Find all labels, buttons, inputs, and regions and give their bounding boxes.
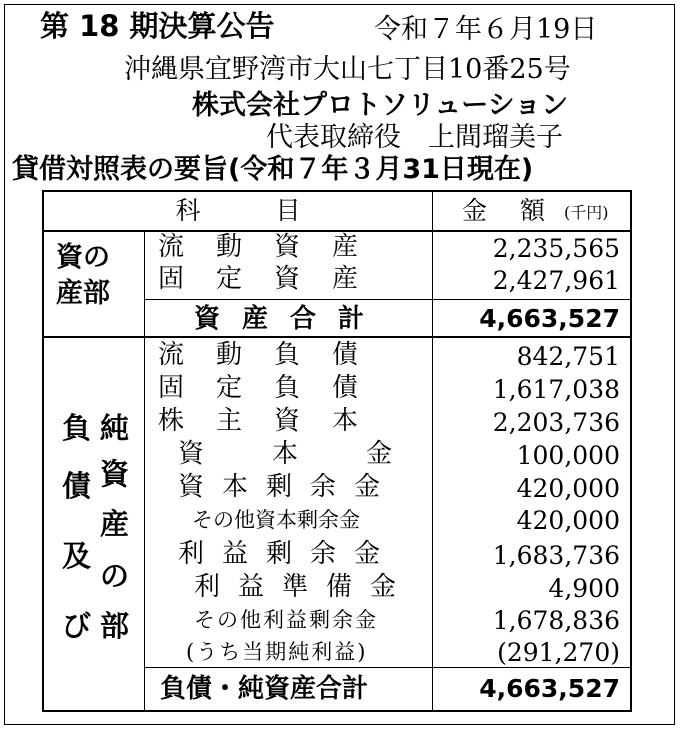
assets-total-label: 資産合計 [194, 304, 387, 334]
company-name: 株式会社プロトソリューション [192, 90, 569, 121]
equity-value-capital-surplus: 420,000 [516, 474, 620, 503]
asset-label-fixed: 固定資産 [158, 264, 391, 294]
liab-side-left-1: 負 [62, 411, 92, 445]
notice-date: 令和７年６月19日 [374, 14, 598, 45]
equity-label-net-income: (うち当期純利益) [186, 640, 368, 664]
equity-value-net-income: (291,270) [497, 638, 620, 667]
asset-value-current: 2,235,565 [492, 234, 620, 263]
liab-side-left-3: 及 [62, 539, 92, 573]
company-address: 沖縄県宜野湾市大山七丁目10番25号 [124, 54, 571, 85]
liab-side-right-1: 純 [100, 411, 130, 445]
liab-equity-total-label: 負債・純資産合計 [160, 674, 369, 704]
assets-total-rule [144, 299, 630, 300]
assets-label-line1: 資の [56, 242, 110, 273]
liab-side-right-2: 資 [100, 457, 130, 491]
liab-side-left-2: 債 [62, 469, 92, 503]
liab-total-rule [144, 667, 630, 668]
equity-value-shareholders: 2,203,736 [492, 408, 620, 437]
equity-value-other-capital-surplus: 420,000 [516, 506, 620, 535]
asset-row-label [158, 232, 391, 262]
equity-label-other-capital-surplus: その他資本剰余金 [192, 508, 360, 532]
col-header-item: 科 目 [175, 196, 301, 225]
notice-title: 第 18 期決算公告 [40, 9, 275, 43]
liab-side-right-3: 産 [100, 507, 130, 541]
liab-label-current: 流動負債 [158, 340, 391, 370]
equity-label-retained-earnings: 利益剰余金 [178, 539, 399, 569]
equity-label-shareholders: 株主資本 [158, 406, 391, 436]
col-header-amount: 金 額 [462, 196, 550, 225]
liab-equity-total-value: 4,663,527 [479, 674, 620, 703]
equity-label-legal-reserve: 利益準備金 [194, 572, 415, 602]
equity-value-legal-reserve: 4,900 [548, 574, 620, 603]
asset-label-current: 流動資産 [158, 232, 391, 262]
liab-value-current: 842,751 [516, 342, 620, 371]
liab-side-left-4: び [62, 609, 92, 643]
assets-label-line2: 産部 [56, 278, 110, 309]
liab-side-right-5: 部 [100, 609, 130, 643]
assets-total-value: 4,663,527 [479, 304, 620, 333]
liab-side-right-4: の [100, 559, 130, 593]
section-divider [144, 230, 145, 710]
asset-value-fixed: 2,427,961 [492, 266, 620, 295]
liab-value-fixed: 1,617,038 [492, 375, 620, 404]
equity-label-capital: 資本金 [178, 439, 461, 469]
balance-sheet-table [42, 190, 632, 712]
col-header-unit: (千円) [564, 203, 609, 222]
liab-label-fixed: 固定負債 [158, 373, 391, 403]
equity-value-other-retained: 1,678,836 [492, 606, 620, 635]
equity-label-other-retained: その他利益剰余金 [194, 608, 378, 632]
equity-value-retained-earnings: 1,683,736 [492, 541, 620, 570]
summary-title: 貸借対照表の要旨(令和７年３月31日現在) [12, 154, 534, 185]
equity-value-capital: 100,000 [516, 441, 620, 470]
equity-label-capital-surplus: 資本剰余金 [178, 472, 399, 502]
section-rule [44, 336, 630, 338]
representative: 代表取締役 上間瑠美子 [266, 122, 563, 153]
